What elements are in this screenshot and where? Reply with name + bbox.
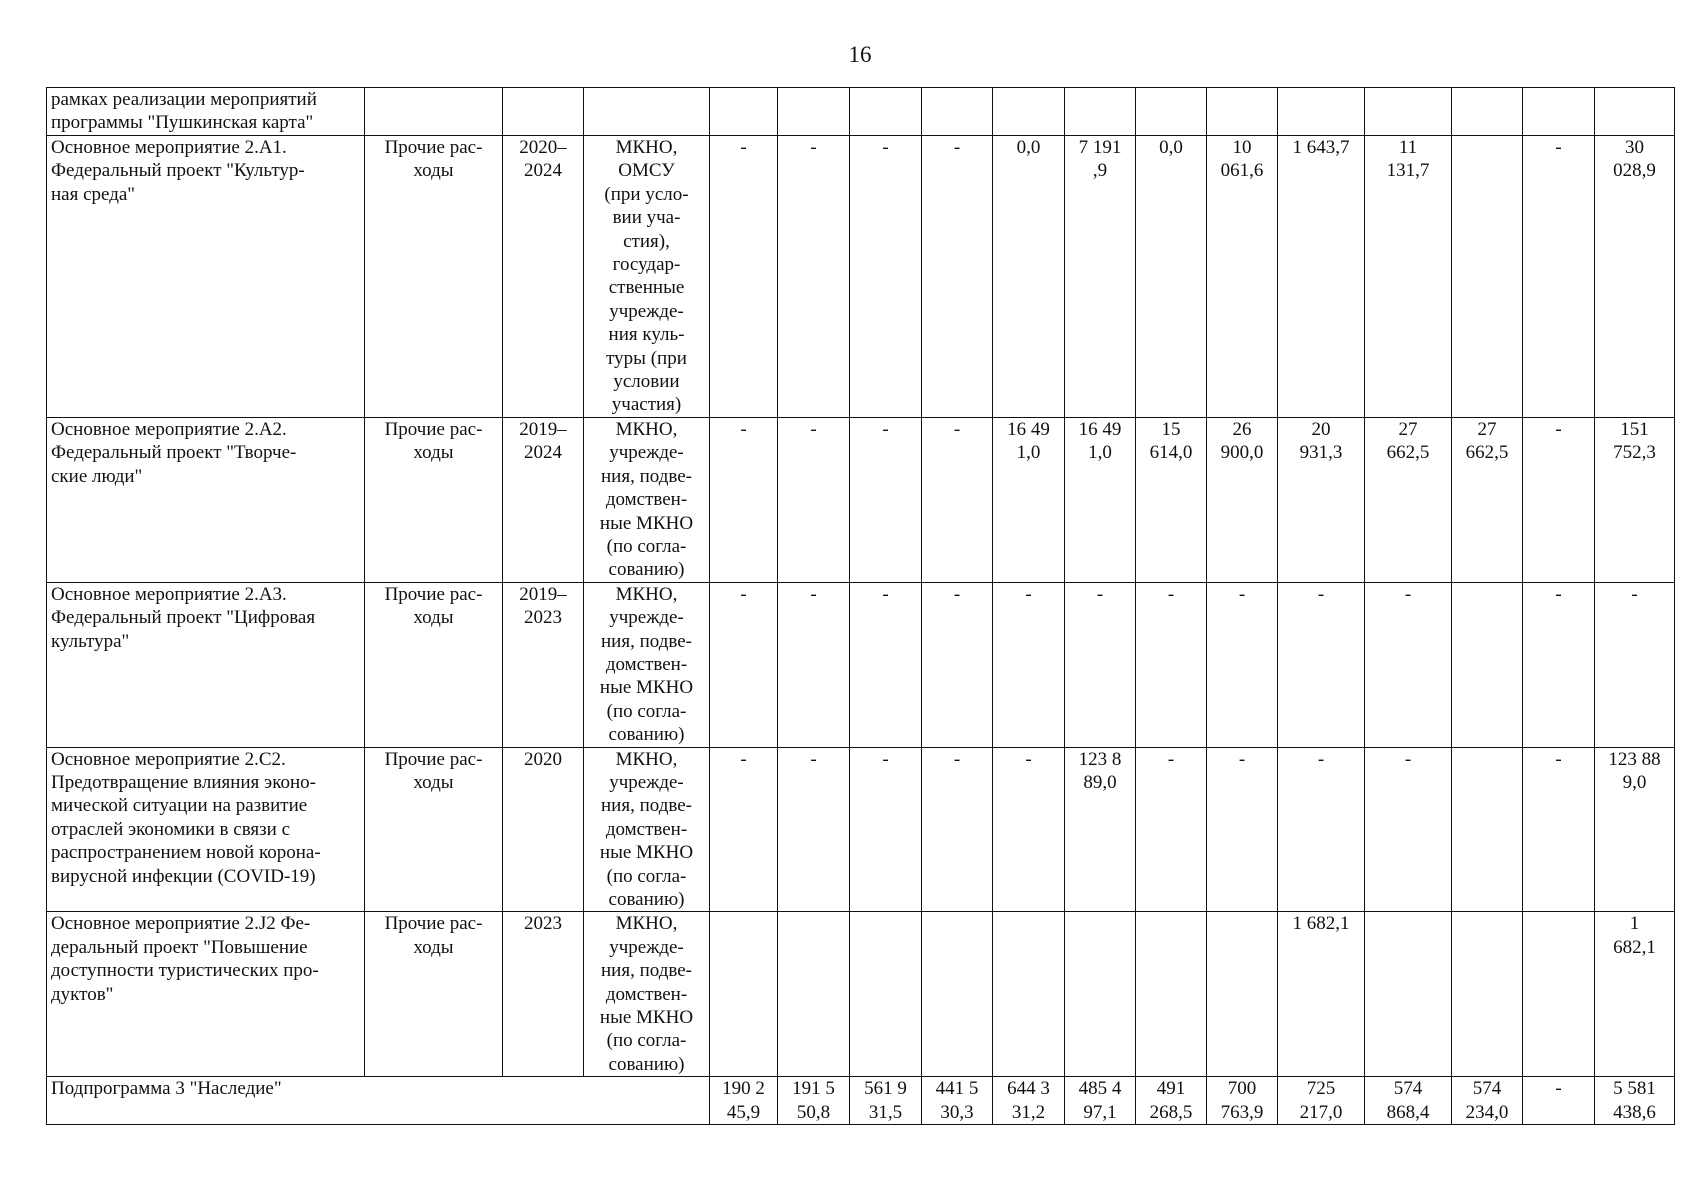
table-row [47, 136, 1675, 418]
value-cell-text: - [882, 583, 889, 605]
measure-name-cell-text: Основное мероприятие 2.J2 Фе- деральный проект "Повышение доступности туристических про- дуктов" [51, 913, 319, 1005]
value-cell-text: 151 752,3 [1613, 418, 1656, 464]
subtotal-value-cell [1278, 1077, 1365, 1125]
subtotal-value-cell [1365, 1077, 1452, 1125]
measure-name-cell [47, 912, 365, 1077]
measure-name-cell [47, 747, 365, 912]
value-cell [710, 88, 778, 136]
value-cell-text: 27 662,5 [1465, 418, 1509, 464]
value-cell [1523, 417, 1595, 582]
subtotal-row [47, 1077, 1675, 1125]
period-cell [503, 747, 584, 912]
period-cell [503, 88, 584, 136]
subtotal-value-cell [922, 1077, 993, 1125]
subtotal-value-cell [993, 1077, 1065, 1125]
expense-type-cell-text: Прочие рас- ходы [384, 913, 483, 958]
expense-type-cell [365, 582, 503, 747]
subtotal-value-text: 191 5 50,8 [792, 1078, 835, 1123]
value-cell-text: - [1238, 748, 1246, 770]
measure-name-cell-text: Основное мероприятие 2.А2. Федеральный проект "Творче- ские люди" [51, 418, 297, 487]
value-cell [850, 582, 922, 747]
value-cell [1523, 747, 1595, 912]
executor-cell-text: МКНО, учрежде- ния, подве- домствен- ные МКНО (по согла- сованию) [599, 418, 694, 581]
value-cell [1207, 417, 1278, 582]
expense-type-cell-text: Прочие рас- ходы [384, 748, 483, 793]
expense-type-cell [365, 88, 503, 136]
measure-name-cell [47, 136, 365, 418]
expense-type-cell-text: Прочие рас- ходы [384, 137, 483, 182]
value-cell [1452, 582, 1523, 747]
value-cell-text: 20 931,3 [1299, 418, 1343, 464]
subtotal-value-text: 574 868,4 [1386, 1078, 1430, 1123]
value-cell-text: - [740, 583, 747, 605]
table-row [47, 747, 1675, 912]
value-cell-text: 1 643,7 [1292, 137, 1350, 158]
value-cell-text: - [1555, 137, 1562, 158]
subtotal-value-text: 491 268,5 [1149, 1078, 1193, 1123]
subtotal-value-cell [1065, 1077, 1136, 1125]
value-cell [1136, 136, 1207, 418]
value-cell [1207, 88, 1278, 136]
table-row [47, 582, 1675, 747]
value-cell-text: - [810, 137, 817, 158]
value-cell [1365, 88, 1452, 136]
value-cell [1452, 88, 1523, 136]
value-cell-text: 1 682,1 [1613, 913, 1656, 958]
value-cell [1452, 912, 1523, 1077]
value-cell-text: - [953, 137, 961, 158]
value-cell-text: - [1238, 583, 1246, 605]
subtotal-value-text: 441 5 30,3 [935, 1078, 979, 1123]
subtotal-value-cell [1595, 1077, 1675, 1125]
value-cell [710, 136, 778, 418]
value-cell [922, 912, 993, 1077]
value-cell-text: 16 49 1,0 [1078, 418, 1122, 464]
value-cell-text: - [1317, 748, 1325, 770]
measure-name-cell-text: Основное мероприятие 2.С2. Предотвращение влияния эконо- мической ситуации на развитие отраслей экономики в связи с распространением новой корона- вирусной инфекции (COVID-19) [51, 748, 321, 887]
value-cell [1207, 582, 1278, 747]
value-cell [1278, 747, 1365, 912]
value-cell [710, 747, 778, 912]
value-cell-text: 27 662,5 [1386, 418, 1430, 464]
value-cell [778, 417, 850, 582]
period-cell-text: 2023 [524, 913, 562, 935]
executor-cell [584, 136, 710, 418]
value-cell-text: - [1025, 583, 1032, 605]
value-cell [710, 417, 778, 582]
period-cell [503, 912, 584, 1077]
value-cell [1065, 136, 1136, 418]
value-cell [1452, 747, 1523, 912]
executor-cell-text: МКНО, учрежде- ния, подве- домствен- ные МКНО (по согла- сованию) [599, 583, 694, 746]
period-cell [503, 582, 584, 747]
value-cell [1595, 88, 1675, 136]
value-cell-text: - [810, 418, 817, 440]
value-cell [1207, 136, 1278, 418]
value-cell [922, 747, 993, 912]
period-cell-text: 2019– 2023 [519, 583, 567, 629]
subtotal-value-text: - [1555, 1078, 1562, 1100]
measure-name-cell [47, 582, 365, 747]
expense-type-cell-text: Прочие рас- ходы [384, 418, 483, 464]
value-cell [1365, 136, 1452, 418]
value-cell [710, 582, 778, 747]
subtotal-value-cell [1136, 1077, 1207, 1125]
expense-type-cell [365, 747, 503, 912]
value-cell-text: 0,0 [1159, 137, 1183, 158]
value-cell [710, 912, 778, 1077]
value-cell [993, 747, 1065, 912]
subprogram-name-text: Подпрограмма 3 "Наследие" [51, 1078, 282, 1100]
subprogram-name-cell [47, 1077, 710, 1125]
value-cell [1595, 417, 1675, 582]
subtotal-value-cell [1452, 1077, 1523, 1125]
value-cell [1278, 88, 1365, 136]
measure-name-cell-text: Основное мероприятие 2.А3. Федеральный проект "Цифровая культура" [51, 583, 316, 652]
value-cell [922, 582, 993, 747]
value-cell [922, 417, 993, 582]
value-cell-text: 123 88 9,0 [1608, 748, 1661, 793]
value-cell-text: - [953, 748, 961, 770]
value-cell [1278, 417, 1365, 582]
value-cell [993, 88, 1065, 136]
subtotal-value-text: 561 9 31,5 [864, 1078, 907, 1123]
subtotal-value-text: 574 234,0 [1465, 1078, 1509, 1123]
value-cell [1595, 136, 1675, 418]
value-cell-text: - [953, 583, 961, 605]
value-cell-text: 26 900,0 [1220, 418, 1264, 464]
value-cell-text: - [882, 748, 889, 770]
value-cell-text: - [740, 748, 747, 770]
value-cell-text: 15 614,0 [1149, 418, 1193, 464]
executor-cell-text: МКНО, ОМСУ (при усло- вии уча- стия), государ- ственные учрежде- ния куль- туры (при условии участия) [604, 137, 689, 416]
value-cell-text: 30 028,9 [1613, 137, 1656, 182]
expense-type-cell [365, 912, 503, 1077]
period-cell [503, 136, 584, 418]
value-cell-text: - [882, 418, 889, 440]
value-cell [1278, 136, 1365, 418]
value-cell-text: - [882, 137, 889, 158]
executor-cell [584, 582, 710, 747]
value-cell [1065, 417, 1136, 582]
value-cell [993, 582, 1065, 747]
expense-type-cell [365, 417, 503, 582]
value-cell-text: - [1167, 583, 1175, 605]
table-row [47, 417, 1675, 582]
value-cell [850, 417, 922, 582]
subtotal-value-text: 725 217,0 [1299, 1078, 1343, 1123]
value-cell-text: 0,0 [1016, 137, 1041, 158]
value-cell [778, 747, 850, 912]
value-cell [778, 88, 850, 136]
subtotal-value-cell [1523, 1077, 1595, 1125]
subtotal-value-cell [778, 1077, 850, 1125]
value-cell-text: 7 191 ,9 [1078, 137, 1122, 182]
period-cell-text: 2020 [524, 748, 562, 770]
table-row [47, 912, 1675, 1077]
value-cell-text: - [1025, 748, 1032, 770]
period-cell [503, 417, 584, 582]
value-cell [1065, 912, 1136, 1077]
value-cell [850, 912, 922, 1077]
value-cell-text: - [740, 418, 747, 440]
subtotal-value-cell [1207, 1077, 1278, 1125]
value-cell [1452, 136, 1523, 418]
executor-cell [584, 88, 710, 136]
executor-cell [584, 912, 710, 1077]
value-cell [778, 136, 850, 418]
value-cell-text: - [810, 748, 817, 770]
value-cell [1136, 747, 1207, 912]
value-cell [1136, 88, 1207, 136]
value-cell [1595, 582, 1675, 747]
period-cell-text: 2020– 2024 [519, 137, 567, 182]
value-cell [1365, 747, 1452, 912]
value-cell [1452, 417, 1523, 582]
value-cell [1365, 582, 1452, 747]
subtotal-value-cell [710, 1077, 778, 1125]
value-cell-text: - [1555, 583, 1562, 605]
value-cell [1136, 417, 1207, 582]
value-cell-text: - [1404, 748, 1412, 770]
value-cell [1523, 582, 1595, 747]
measure-name-cell [47, 417, 365, 582]
page-number: 16 [848, 42, 872, 67]
executor-cell-text: МКНО, учрежде- ния, подве- домствен- ные МКНО (по согла- сованию) [599, 913, 694, 1075]
value-cell-text: - [1631, 583, 1638, 605]
budget-table [46, 87, 1675, 1125]
subtotal-value-text: 644 3 31,2 [1007, 1078, 1050, 1123]
value-cell [778, 912, 850, 1077]
subtotal-value-text: 5 581 438,6 [1613, 1078, 1656, 1123]
value-cell-text: - [1555, 748, 1562, 770]
value-cell-text: - [1555, 418, 1562, 440]
measure-name-cell-text: Основное мероприятие 2.А1. Федеральный проект "Культур- ная среда" [51, 137, 305, 205]
subtotal-value-text: 485 4 97,1 [1078, 1078, 1122, 1123]
subtotal-value-text: 700 763,9 [1220, 1078, 1264, 1123]
value-cell [922, 88, 993, 136]
value-cell-text: 16 49 1,0 [1007, 418, 1050, 464]
value-cell-text: - [740, 137, 747, 158]
table-row [47, 88, 1675, 136]
value-cell [1523, 136, 1595, 418]
expense-type-cell [365, 136, 503, 418]
value-cell [1365, 912, 1452, 1077]
value-cell [922, 136, 993, 418]
value-cell [993, 912, 1065, 1077]
expense-type-cell-text: Прочие рас- ходы [384, 583, 483, 629]
value-cell [1065, 747, 1136, 912]
value-cell [993, 136, 1065, 418]
value-cell [1595, 912, 1675, 1077]
value-cell [1065, 88, 1136, 136]
value-cell-text: 123 8 89,0 [1078, 748, 1122, 793]
value-cell [1523, 88, 1595, 136]
value-cell [850, 136, 922, 418]
value-cell-text: 10 061,6 [1220, 137, 1264, 182]
value-cell-text: - [1404, 583, 1412, 605]
value-cell [1278, 912, 1365, 1077]
value-cell-text: - [810, 583, 817, 605]
period-cell-text: 2019– 2024 [519, 418, 567, 464]
value-cell [1595, 747, 1675, 912]
value-cell [850, 88, 922, 136]
measure-name-cell-text: рамках реализации мероприятий программы "Пушкинская карта" [51, 89, 317, 134]
value-cell [1136, 582, 1207, 747]
executor-cell-text: МКНО, учрежде- ния, подве- домствен- ные МКНО (по согла- сованию) [599, 748, 694, 910]
value-cell [993, 417, 1065, 582]
value-cell [1278, 582, 1365, 747]
value-cell-text: 11 131,7 [1386, 137, 1430, 182]
subtotal-value-cell [850, 1077, 922, 1125]
measure-name-cell [47, 88, 365, 136]
subtotal-value-text: 190 2 45,9 [722, 1078, 765, 1123]
value-cell [1365, 417, 1452, 582]
value-cell [1136, 912, 1207, 1077]
value-cell [1207, 747, 1278, 912]
value-cell-text: - [953, 418, 961, 440]
executor-cell [584, 747, 710, 912]
value-cell-text: - [1167, 748, 1175, 770]
value-cell [1523, 912, 1595, 1077]
value-cell-text: - [1317, 583, 1325, 605]
value-cell-text: - [1096, 583, 1104, 605]
value-cell [1065, 582, 1136, 747]
value-cell-text: 1 682,1 [1292, 913, 1350, 935]
executor-cell [584, 417, 710, 582]
value-cell [778, 582, 850, 747]
value-cell [1207, 912, 1278, 1077]
value-cell [850, 747, 922, 912]
